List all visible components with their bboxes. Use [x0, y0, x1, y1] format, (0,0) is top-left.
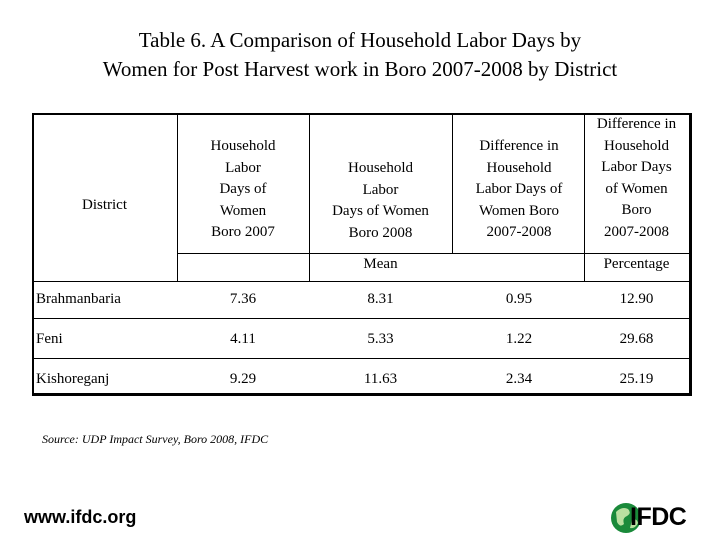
page-title [0, 26, 720, 84]
header-difference-percentage [584, 114, 689, 243]
header-line: Days of [219, 181, 267, 197]
header-line: Difference in [596, 116, 677, 132]
row-percentage: 25.19 [619, 371, 654, 387]
unit-mean: Mean [363, 256, 398, 272]
unit-percentage: Percentage [603, 256, 670, 272]
header-line: Boro [621, 202, 652, 218]
header-line: Boro 2008 [348, 224, 413, 241]
row-value-2007: 4.11 [230, 331, 256, 347]
header-boro-2008 [309, 158, 452, 244]
header-line: Difference in [479, 138, 559, 154]
header-line: Women [219, 202, 267, 219]
grid-line [32, 358, 689, 359]
header-line: Household [210, 138, 276, 154]
row-value-2007: 9.29 [229, 371, 257, 387]
row-difference: 2.34 [505, 371, 533, 387]
title-line-1: Table 6. A Comparison of Household Labor Days by [138, 28, 582, 52]
header-line: Women Boro [478, 202, 560, 219]
header-line: Boro 2007 [211, 224, 275, 240]
header-line: Days of Women [332, 203, 429, 219]
source-note: Source: UDP Impact Survey, Boro 2008, IFDC [42, 432, 269, 446]
row-value-2008: 11.63 [363, 371, 398, 387]
header-line: Labor [362, 181, 399, 198]
header-difference-mean [444, 136, 594, 244]
header-line: Household [486, 159, 552, 176]
header-line: 2007-2008 [486, 224, 552, 240]
grid-line [32, 318, 689, 319]
row-percentage: 12.90 [619, 291, 654, 307]
header-boro-2007 [177, 136, 309, 244]
header-line: of Women [605, 180, 668, 197]
row-district: Feni [36, 331, 63, 347]
header-line: Household [348, 160, 413, 176]
website-link[interactable]: www.ifdc.org [24, 507, 137, 527]
logo-text: IFDC [630, 503, 687, 531]
header-district: District [82, 197, 127, 213]
header-line: Household [604, 137, 669, 154]
grid-line [32, 281, 689, 282]
row-district: Brahmanbaria [36, 291, 121, 307]
ifdc-logo [610, 500, 702, 536]
header-line: Labor Days of [475, 181, 563, 197]
title-line-2: Women for Post Harvest work in Boro 2007-2008 by District [102, 57, 618, 81]
row-difference: 0.95 [505, 291, 533, 307]
row-value-2008: 8.31 [367, 291, 394, 307]
row-percentage: 29.68 [619, 331, 654, 347]
header-line: Labor Days [601, 159, 672, 175]
row-difference: 1.22 [505, 331, 533, 347]
header-line: 2007-2008 [604, 223, 669, 240]
comparison-table [32, 113, 692, 395]
row-value-2008: 5.33 [367, 331, 394, 347]
row-district: Kishoreganj [36, 371, 110, 387]
row-value-2007: 7.36 [229, 291, 257, 307]
header-line: Labor [225, 159, 261, 176]
